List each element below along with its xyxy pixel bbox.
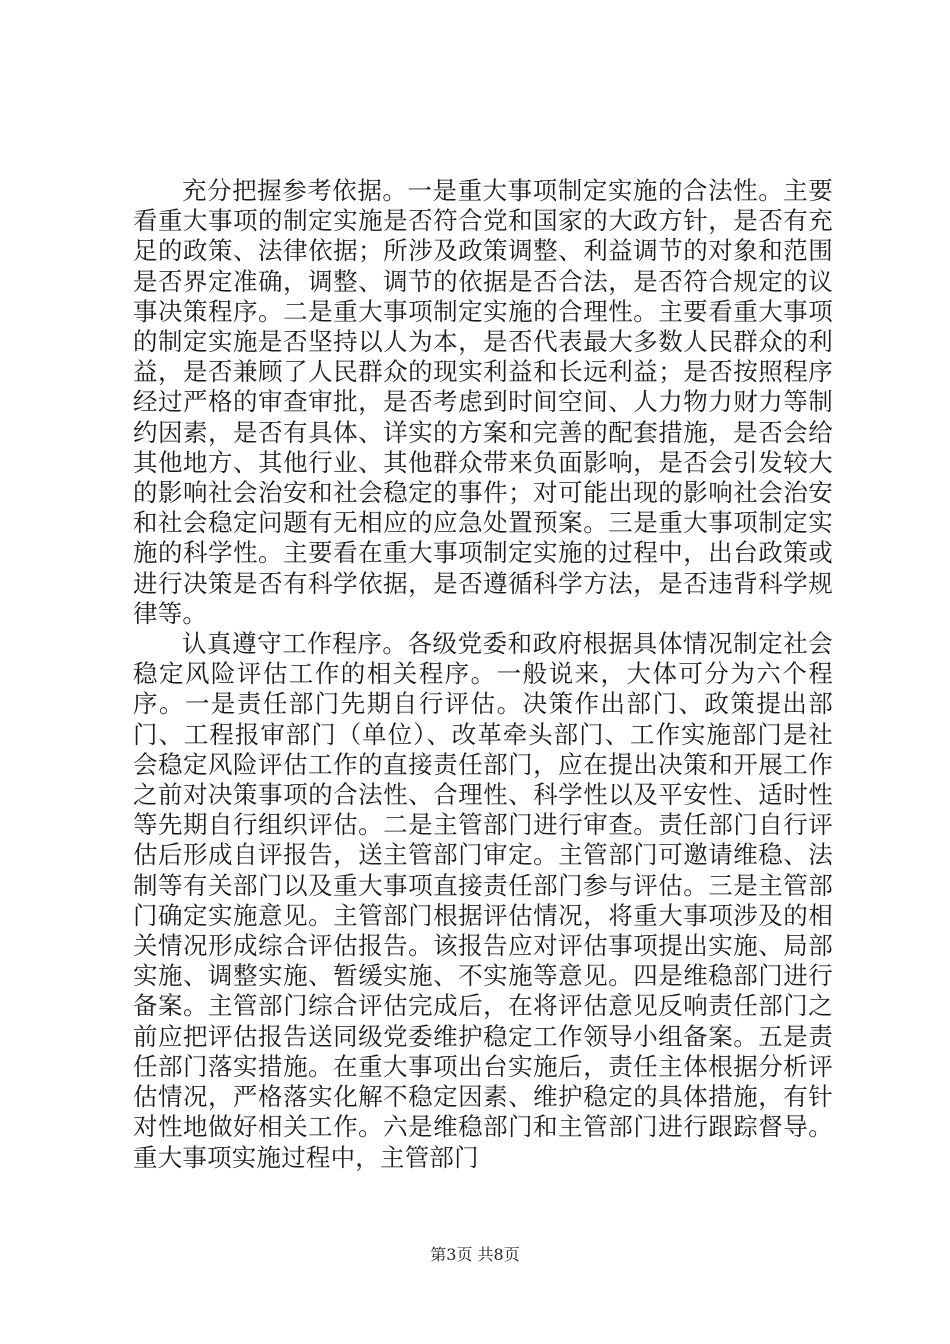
paragraph-work-procedure: 认真遵守工作程序。各级党委和政府根据具体情况制定社会稳定风险评估工作的相关程序。一般说来，大体可分为六个程序。一是责任部门先期自行评估。决策作出部门、政策提出部门、工程报审部门（单位）、改革牵头部门、工作实施部门是社会稳定风险评估工作的直接责任部门，应在提出决策和开展工作之前对决策事项的合法性、合理性、科学性以及平安性、适时性等先期自行组织评估。二是主管部门进行审查。责任部门自行评估后形成自评报告，送主管部门审定。主管部门可邀请维稳、法制等有关部门以及重大事项直接责任部门参与评估。三是主管部门确定实施意见。主管部门根据评估情况，将重大事项涉及的相关情况形成综合评估报告。该报告应对评估事项提出实施、局部实施、调整实施、暂缓实施、不实施等意见。四是维稳部门进行备案。主管部门综合评估完成后，在将评估意见反响责任部门之前应把评估报告送同级党委维护稳定工作领导小组备案。五是责任部门落实措施。在重大事项出台实施后，责任主体根据分析评估情况，严格落实化解不稳定因素、维护稳定的具体措施，有针对性地做好相关工作。六是维稳部门和主管部门进行跟踪督导。重大事项实施过程中，主管部门 bbox=[133, 629, 833, 1172]
paragraph-reference-basis: 充分把握参考依据。一是重大事项制定实施的合法性。主要看重大事项的制定实施是否符合党和国家的大政方针，是否有充足的政策、法律依据；所涉及政策调整、利益调节的对象和范围是否界定准确，调整、调节的依据是否合法，是否符合规定的议事决策程序。二是重大事项制定实施的合理性。主要看重大事项的制定实施是否坚持以人为本，是否代表最大多数人民群众的利益，是否兼顾了人民群众的现实利益和长远利益；是否按照程序经过严格的审查审批，是否考虑到时间空间、人力物力财力等制约因素，是否有具体、详实的方案和完善的配套措施，是否会给其他地方、其他行业、其他群众带来负面影响，是否会引发较大的影响社会治安和社会稳定的事件；对可能出现的影响社会治安和社会稳定问题有无相应的应急处置预案。三是重大事项制定实施的科学性。主要看在重大事项制定实施的过程中，出台政策或进行决策是否有科学依据，是否遵循科学方法，是否违背科学规律等。 bbox=[133, 176, 833, 628]
document-body bbox=[133, 176, 833, 1173]
page-number-footer: 第3页 共8页 bbox=[430, 1245, 520, 1264]
